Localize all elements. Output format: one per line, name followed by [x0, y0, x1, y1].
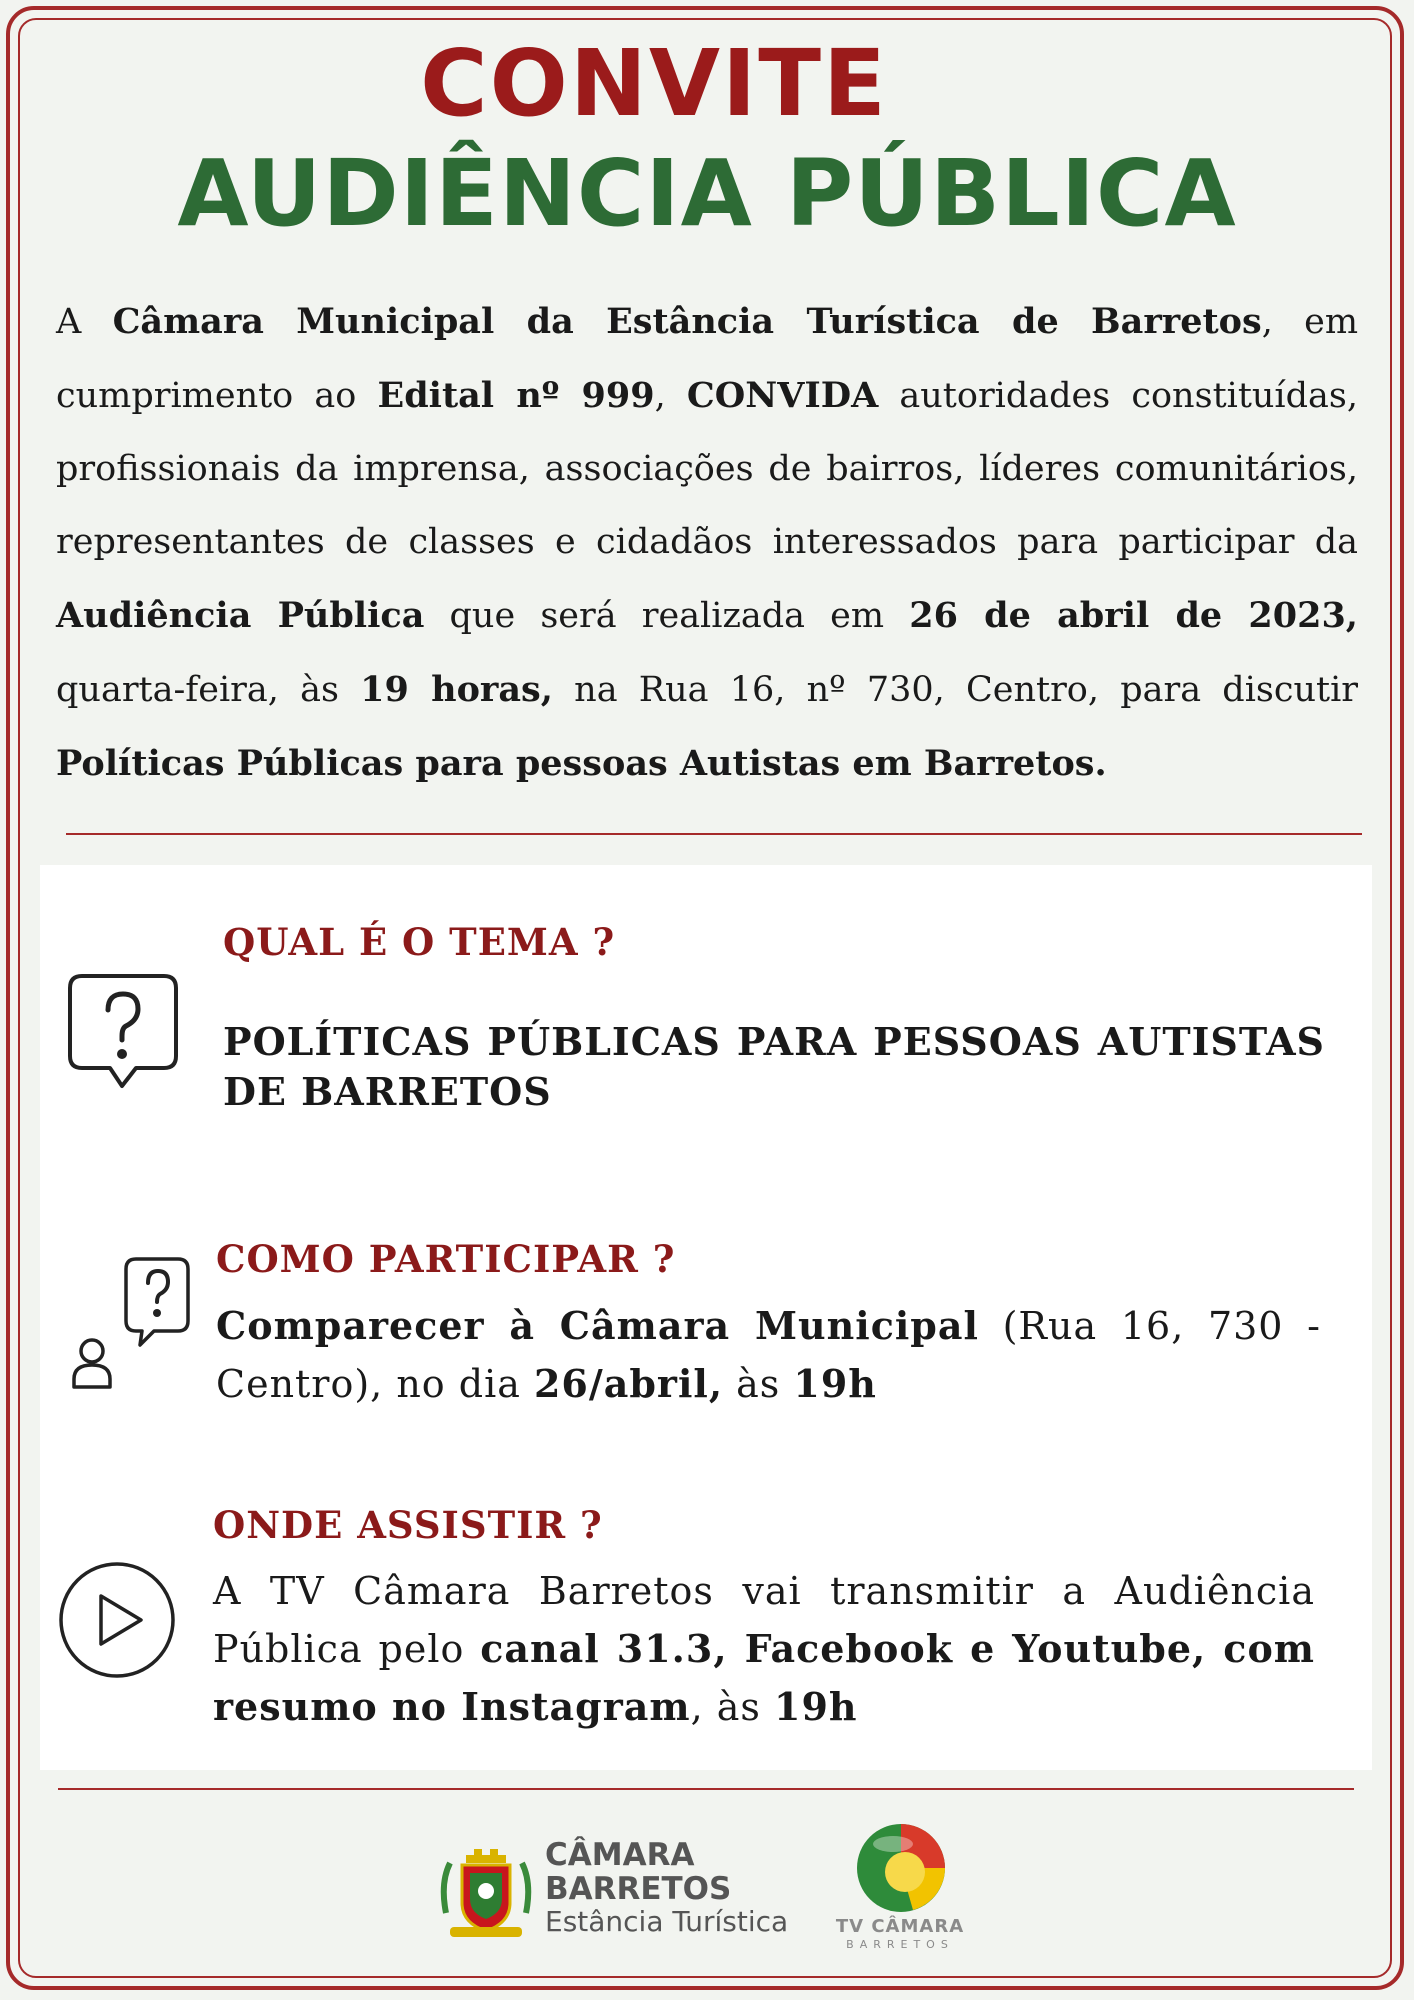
- divider-top: [66, 833, 1362, 835]
- title-audiencia-publica: AUDIÊNCIA PÚBLICA: [177, 140, 1237, 247]
- info-panel: [40, 865, 1372, 1770]
- brand-camara: CÂMARA: [545, 1837, 695, 1873]
- tv-camara-label: TV CÂMARA: [835, 1916, 965, 1937]
- play-circle-icon: [57, 1560, 177, 1680]
- section-body-participar: Comparecer à Câmara Municipal (Rua 16, 730 - Centro), no dia 26/abril, às 19h: [216, 1303, 1321, 1406]
- tv-camara-logo-icon: [853, 1820, 949, 1916]
- brand-estancia-turistica: Estância Turística: [545, 1905, 789, 1938]
- tv-barretos-label: BARRETOS: [846, 1938, 954, 1951]
- brand-barretos: BARRETOS: [545, 1871, 732, 1907]
- camara-barretos-crest-icon: [436, 1843, 536, 1943]
- section-body-assistir: A TV Câmara Barretos vai transmitir a Audiência Pública pelo canal 31.3, Facebook e Youtube, com resumo no Instagram, às 19h: [213, 1569, 1315, 1729]
- question-bubble-icon: [64, 970, 184, 1100]
- section-title-participar: COMO PARTICIPAR ?: [216, 1237, 676, 1281]
- divider-bottom: [58, 1788, 1354, 1790]
- title-convite: CONVITE: [420, 30, 888, 137]
- person-question-icon: [68, 1255, 192, 1395]
- section-title-tema: QUAL É O TEMA ?: [223, 920, 616, 964]
- intro-paragraph: A Câmara Municipal da Estância Turística de Barretos, em cumprimento ao Edital nº 999, CONVIDA autoridades constituídas, profissionais da imprensa, associações de bairros, líderes comunitários, representantes de classes e cidadãos interessados para participar da Audiência Pública que será realizada em 26 de abril de 2023, quarta-feira, às 19 horas, na Rua 16, nº 730, Centro, para discutir Políticas Públicas para pessoas Autistas em Barretos.: [56, 301, 1359, 784]
- section-body-tema: POLÍTICAS PÚBLICAS PARA PESSOAS AUTISTAS DE BARRETOS: [223, 1019, 1325, 1114]
- section-title-assistir: ONDE ASSISTIR ?: [213, 1503, 603, 1547]
